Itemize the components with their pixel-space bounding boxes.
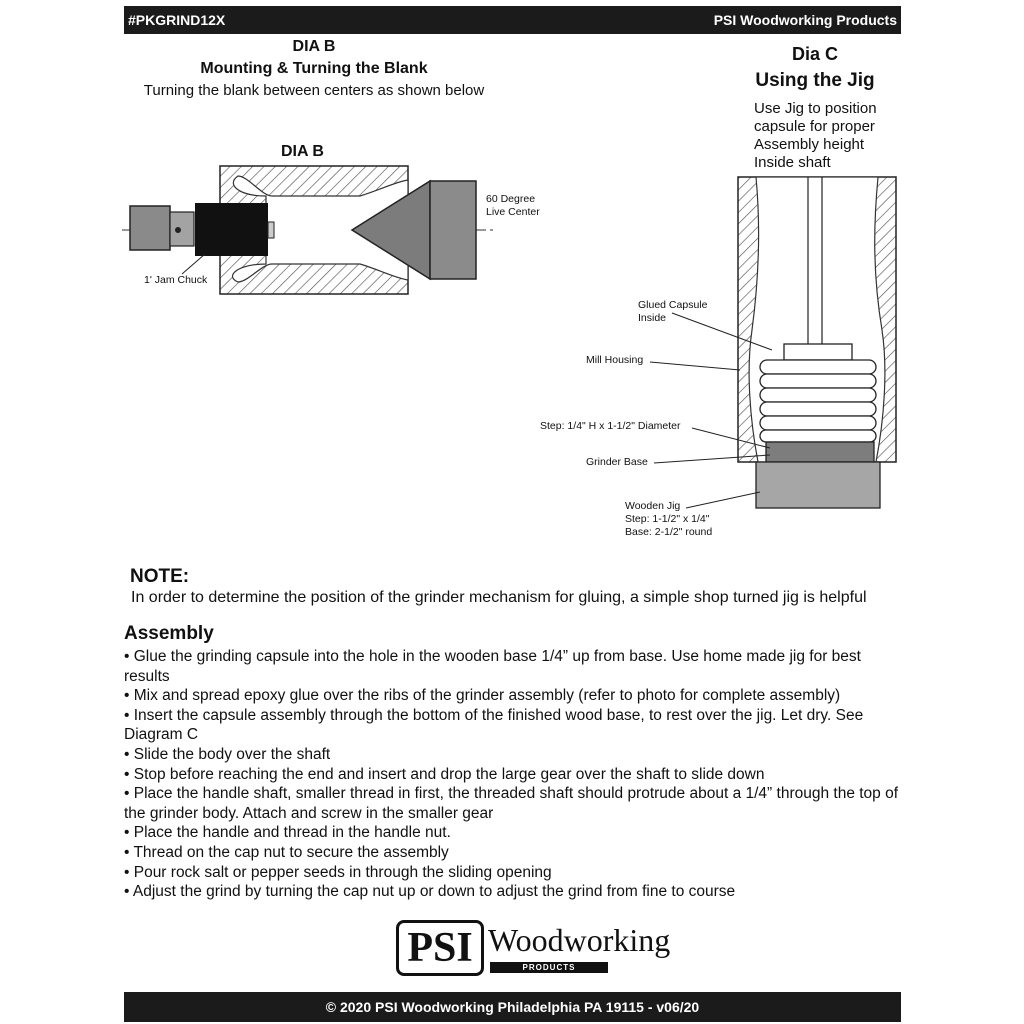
live-center-label: 60 Degree Live Center: [486, 193, 540, 218]
list-item: • Adjust the grind by turning the cap nut up or down to adjust the grind from fine to course: [124, 883, 736, 901]
diagram-b-title: DIA B: [292, 38, 336, 55]
footer-bar: [124, 992, 901, 1022]
diagram-c-subtitle: Using the Jig: [755, 70, 875, 91]
mill-housing-label: Mill Housing: [586, 354, 644, 366]
logo-name: Woodworking: [488, 922, 671, 958]
grinder-base-label: Grinder Base: [586, 456, 648, 468]
jam-chuck: [195, 203, 268, 256]
assembly-steps: [124, 647, 904, 902]
jam-chuck-label: 1' Jam Chuck: [144, 274, 208, 286]
footer-text: © 2020 PSI Woodworking Philadelphia PA 19115 - v06/20: [325, 999, 700, 1015]
wooden-jig-label: Wooden Jig Step: 1-1/2" x 1/4" Base: 2-1/2" round: [625, 500, 713, 538]
list-item: • Mix and spread epoxy glue over the ribs of the grinder assembly (refer to photo for complete assembly): [124, 687, 841, 705]
list-item: • Place the handle and thread in the handle nut.: [124, 824, 451, 842]
diagram-b-figure-label: DIA B: [281, 143, 324, 160]
diagram-c-title: Dia C: [791, 44, 838, 64]
list-item: • Slide the body over the shaft: [124, 745, 331, 763]
psi-logo: [396, 920, 671, 978]
step-label: Step: 1/4" H x 1-1/2" Diameter: [540, 420, 681, 432]
list-item: • Thread on the cap nut to secure the assembly: [124, 843, 449, 861]
list-item: • Glue the grinding capsule into the hole in the wooden base 1/4” up from base. Use home made jig for best results: [124, 648, 861, 685]
product-code: #PKGRIND12X: [128, 12, 226, 28]
note-text: In order to determine the position of the grinder mechanism for gluing, a simple shop turned jig is helpful: [131, 589, 867, 606]
grinder-capsule-ribs: [760, 360, 876, 442]
assembly-heading: Assembly: [124, 623, 214, 644]
glued-capsule-label: Glued Capsule Inside: [638, 299, 708, 324]
diagram-c-figure: [650, 177, 896, 508]
diagram-c-description: Use Jig to position capsule for proper Assembly height Inside shaft: [754, 100, 877, 171]
diagram-b-description: Turning the blank between centers as shown below: [143, 82, 485, 99]
list-item: • Insert the capsule assembly through the bottom of the finished wood base, to rest over the jig. Let dry. See Diagram C: [124, 706, 864, 744]
list-item: • Place the handle shaft, smaller thread in first, the threaded shaft should protrude about a 1/4” through the top of the grinder body. Attach and screw in the smaller gear: [124, 785, 899, 822]
lathe-spindle: [130, 206, 170, 250]
company-name: PSI Woodworking Products: [713, 12, 897, 28]
list-item: • Stop before reaching the end and insert and drop the large gear over the shaft to slide down: [124, 765, 765, 783]
logo-tagline: PRODUCTS: [490, 962, 608, 973]
grinder-base-shape: [766, 442, 874, 462]
diagram-b-subtitle: Mounting & Turning the Blank: [200, 60, 428, 77]
wooden-jig-shape: [756, 462, 880, 508]
logo-mark: PSI: [396, 920, 484, 976]
note-heading: NOTE:: [130, 566, 190, 587]
list-item: • Pour rock salt or pepper seeds in through the sliding opening: [124, 863, 552, 881]
